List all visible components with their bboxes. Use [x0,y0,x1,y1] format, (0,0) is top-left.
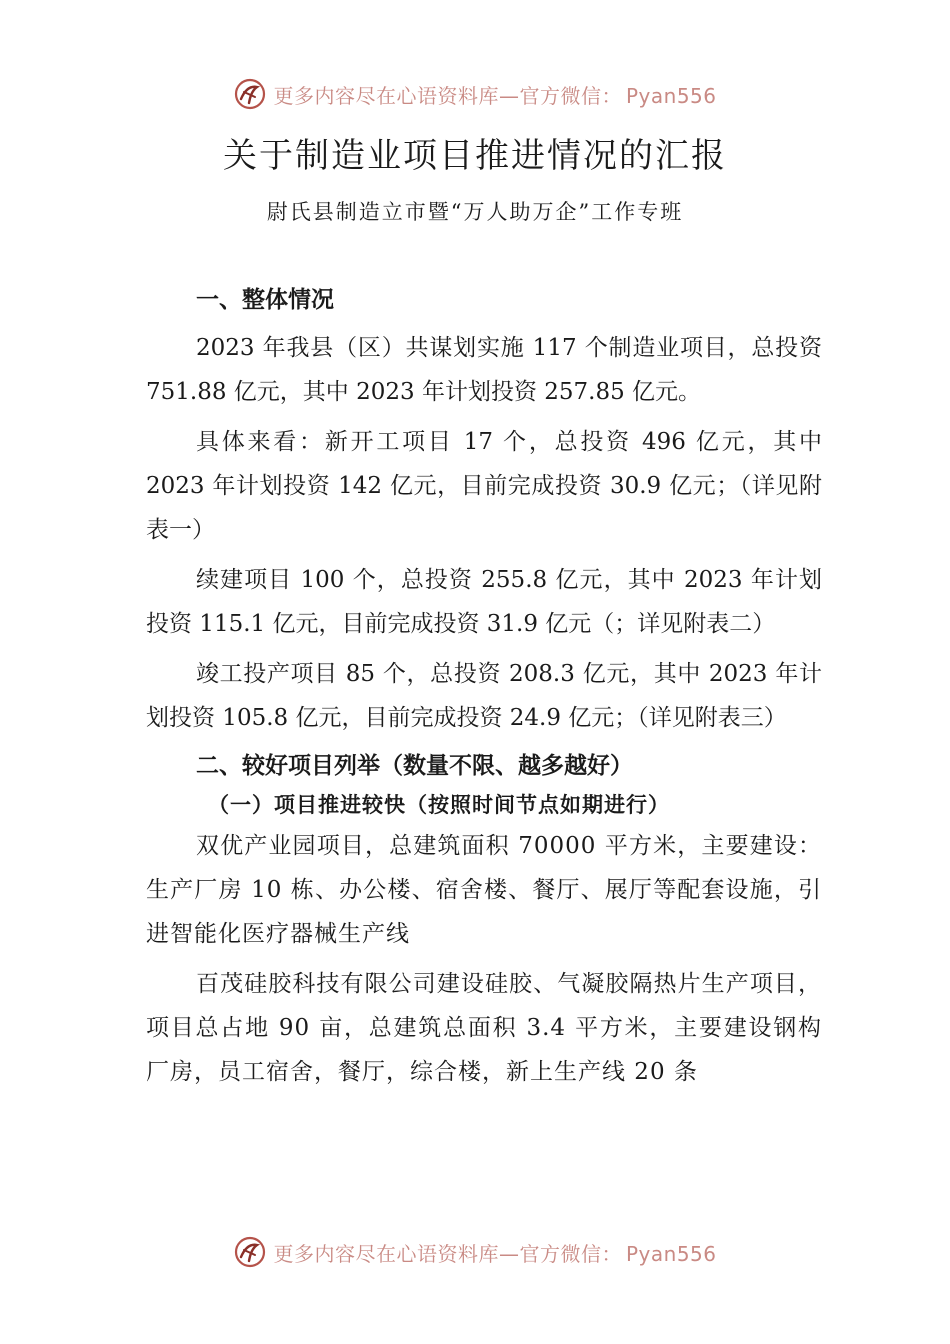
section2-subheading: （一）项目推进较快（按照时间节点如期进行） [208,792,670,817]
section1-paragraph-completed-projects: 竣工投产项目 85 个，总投资 208.3 亿元，其中 2023 年计划投资 105.8 亿元，目前完成投资 24.9 亿元；（详见附表三） [146,661,822,731]
calligraphy-logo-icon [233,1235,267,1269]
section1-paragraph-overview: 2023 年我县（区）共谋划实施 117 个制造业项目，总投资 751.88 亿元，其中 2023 年计划投资 257.85 亿元。 [146,335,822,405]
section2-paragraph-shuangyou: 双优产业园项目，总建筑面积 70000 平方米，主要建设：生产厂房 10 栋、办公楼、宿舍楼、餐厅、展厅等配套设施，引进智能化医疗器械生产线 [146,833,822,947]
document-title: 关于制造业项目推进情况的汇报 [223,136,727,176]
document-body [146,280,822,1094]
section2-heading: 二、较好项目列举（数量不限、越多越好） [196,753,633,779]
section2-paragraph-baimao: 百茂硅胶科技有限公司建设硅胶、气凝胶隔热片生产项目，项目总占地 90 亩，总建筑总面积 3.4 平方米，主要建设钢构厂房，员工宿舍，餐厅，综合楼，新上生产线 20 条 [146,971,822,1085]
section1-heading: 一、整体情况 [196,287,334,313]
watermark-header [0,74,950,114]
calligraphy-logo-icon [233,77,267,111]
watermark-footer [0,1232,950,1272]
watermark-text: 更多内容尽在心语资料库—官方微信： Pyan556 [273,83,717,108]
section1-paragraph-continuing-projects: 续建项目 100 个，总投资 255.8 亿元，其中 2023 年计划投资 115.1 亿元，目前完成投资 31.9 亿元（；详见附表二） [146,567,822,637]
document-subtitle: 尉氏县制造立市暨“万人助万企”工作专班 [266,200,684,224]
section1-paragraph-new-projects: 具体来看：新开工项目 17 个，总投资 496 亿元，其中 2023 年计划投资 142 亿元，目前完成投资 30.9 亿元；（详见附表一） [146,429,822,543]
watermark-text: 更多内容尽在心语资料库—官方微信： Pyan556 [273,1241,717,1266]
